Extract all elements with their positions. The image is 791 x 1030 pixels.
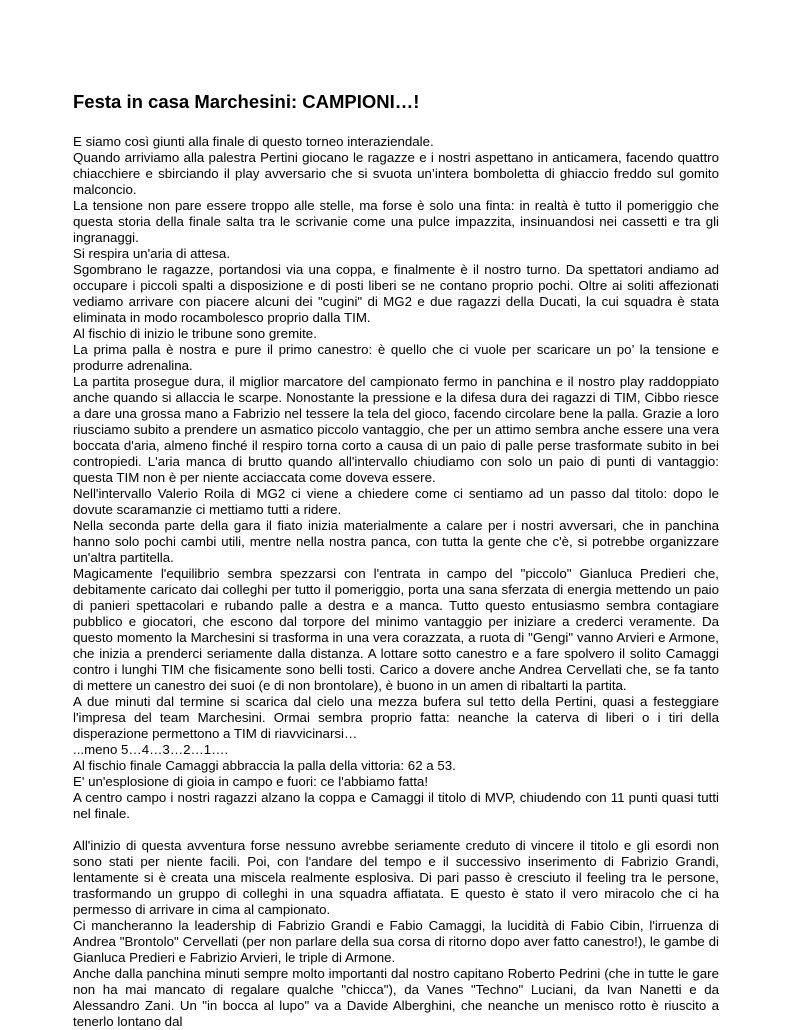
paragraph: Nell'intervallo Valerio Roila di MG2 ci viene a chiedere come ci sentiamo ad un passo dal titolo: dopo le dovute scaramanzie ci mettiamo tutti a ridere. <box>73 486 719 517</box>
paragraph: ...meno 5…4…3…2…1…. <box>73 742 229 757</box>
paragraph: E' un'esplosione di gioia in campo e fuori: ce l'abbiamo fatta! <box>73 774 429 789</box>
paragraph: Anche dalla panchina minuti sempre molto importanti dal nostro capitano Roberto Pedrini (che in tutte le gare non ha mai mancato di regalare qualche "chicca"), da Vanes "Techno" Luciani, da Ivan Nanetti e da Alessandro Zani. Un "in bocca al lupo" va a Davide Alberghini, che neanche un menisco rotto è riuscito a tenerlo lontano dal <box>73 966 719 1029</box>
paragraph: All'inizio di questa avventura forse nessuno avrebbe seriamente creduto di vincere il titolo e gli esordi non sono stati per niente facili. Poi, con l'andare del tempo e il successivo inserimento di Fabrizio Grandi, lentamente si è creata una miscela realmente esplosiva. Di pari passo è cresciuto il feeling tra le persone, trasformando un gruppo di colleghi in una squadra affiatata. E questo è stato il vero miracolo che ci ha permesso di arrivare in cima al campionato. <box>73 838 719 917</box>
paragraph: Al fischio di inizio le tribune sono gremite. <box>73 326 317 341</box>
paragraph: E siamo così giunti alla finale di questo torneo interaziendale. <box>73 134 434 149</box>
page-title: Festa in casa Marchesini: CAMPIONI…! <box>73 91 420 112</box>
paragraph: Nella seconda parte della gara il fiato inizia materialmente a calare per i nostri avversari, che in panchina hanno solo pochi cambi utili, mentre nella nostra panca, con tutta la gente che c'è, si potrebbe organizzare un'altra partitella. <box>73 518 719 565</box>
paragraph: La partita prosegue dura, il miglior marcatore del campionato fermo in panchina e il nostro play raddoppiato anche quando si allaccia le scarpe. Nonostante la pressione e la difesa dura dei ragazzi di TIM, Cibbo riesce a dare una grossa mano a Fabrizio nel tessere la tela del gioco, facendo circolare bene la palla. Grazie a loro riusciamo subito a prendere un asmatico piccolo vantaggio, che per un attimo sembra anche essere una vera boccata d'aria, almeno finché il respiro torna corto a causa di un paio di palle perse trasformate subito in bei contropiedi. L'aria manca di brutto quando all'intervallo chiudiamo con solo un paio di punti di vantaggio: questa TIM non è per niente acciaccata come doveva essere. <box>73 374 719 485</box>
document-page <box>73 90 719 1030</box>
paragraph: Sgombrano le ragazze, portandosi via una coppa, e finalmente è il nostro turno. Da spettatori andiamo ad occupare i piccoli spalti a disposizione e di posti liberi se ne contano proprio pochi. Oltre ai soliti affezionati vediamo arrivare con piacere alcuni dei "cugini" di MG2 e due ragazzi della Ducati, la cui squadra è stata eliminata in modo rocambolesco proprio dalla TIM. <box>73 262 719 325</box>
paragraph-break <box>73 822 719 838</box>
paragraph: Al fischio finale Camaggi abbraccia la palla della vittoria: 62 a 53. <box>73 758 456 773</box>
paragraph: La prima palla è nostra e pure il primo canestro: è quello che ci vuole per scaricare un po’ la tensione e produrre adrenalina. <box>73 342 719 373</box>
paragraph: A centro campo i nostri ragazzi alzano la coppa e Camaggi il titolo di MVP, chiudendo con 11 punti quasi tutti nel finale. <box>73 790 719 821</box>
paragraph: Magicamente l'equilibrio sembra spezzarsi con l'entrata in campo del "piccolo" Gianluca Predieri che, debitamente caricato dai colleghi per tutto il pomeriggio, porta una sana sferzata di energia mettendo un paio di panieri spettacolari e rubando palle a destra e a manca. Tutto questo entusiasmo sembra contagiare pubblico e giocatori, che escono dal torpore del minimo vantaggio per iniziare a crederci veramente. Da questo momento la Marchesini si trasforma in una vera corazzata, a ruota di "Gengi" vanno Arvieri e Armone, che inizia a prenderci seriamente dalla distanza. A lottare sotto canestro e a fare spolvero il solito Camaggi contro i lunghi TIM che fisicamente sono belli tosti. Carico a dovere anche Andrea Cervellati che, se fa tanto di mettere un canestro dei suoi (e di non brontolare), è buono in un amen di ribaltarti la partita. <box>73 566 719 693</box>
paragraph: Quando arriviamo alla palestra Pertini giocano le ragazze e i nostri aspettano in anticamera, facendo quattro chiacchiere e sbirciando il play avversario che si svuota un’intera bomboletta di ghiaccio freddo sul gomito malconcio. <box>73 150 719 197</box>
paragraph: A due minuti dal termine si scarica dal cielo una mezza bufera sul tetto della Pertini, quasi a festeggiare l'impresa del team Marchesini. Ormai sembra proprio fatta: neanche la caterva di liberi o i tiri della disperazione permettono a TIM di riavvicinarsi… <box>73 694 719 741</box>
paragraph: Si respira un'aria di attesa. <box>73 246 231 261</box>
paragraph: Ci mancheranno la leadership di Fabrizio Grandi e Fabio Camaggi, la lucidità di Fabio Cibin, l'irruenza di Andrea "Brontolo" Cervellati (per non parlare della sua corsa di ritorno dopo aver fatto canestro!), le gambe di Gianluca Predieri e Fabrizio Arvieri, le triple di Armone. <box>73 918 719 965</box>
paragraph: La tensione non pare essere troppo alle stelle, ma forse è solo una finta: in realtà è tutto il pomeriggio che questa storia della finale salta tra le scrivanie come una pulce impazzita, insinuandosi nei cassetti e tra gli ingranaggi. <box>73 198 719 245</box>
article-body <box>73 134 719 1030</box>
